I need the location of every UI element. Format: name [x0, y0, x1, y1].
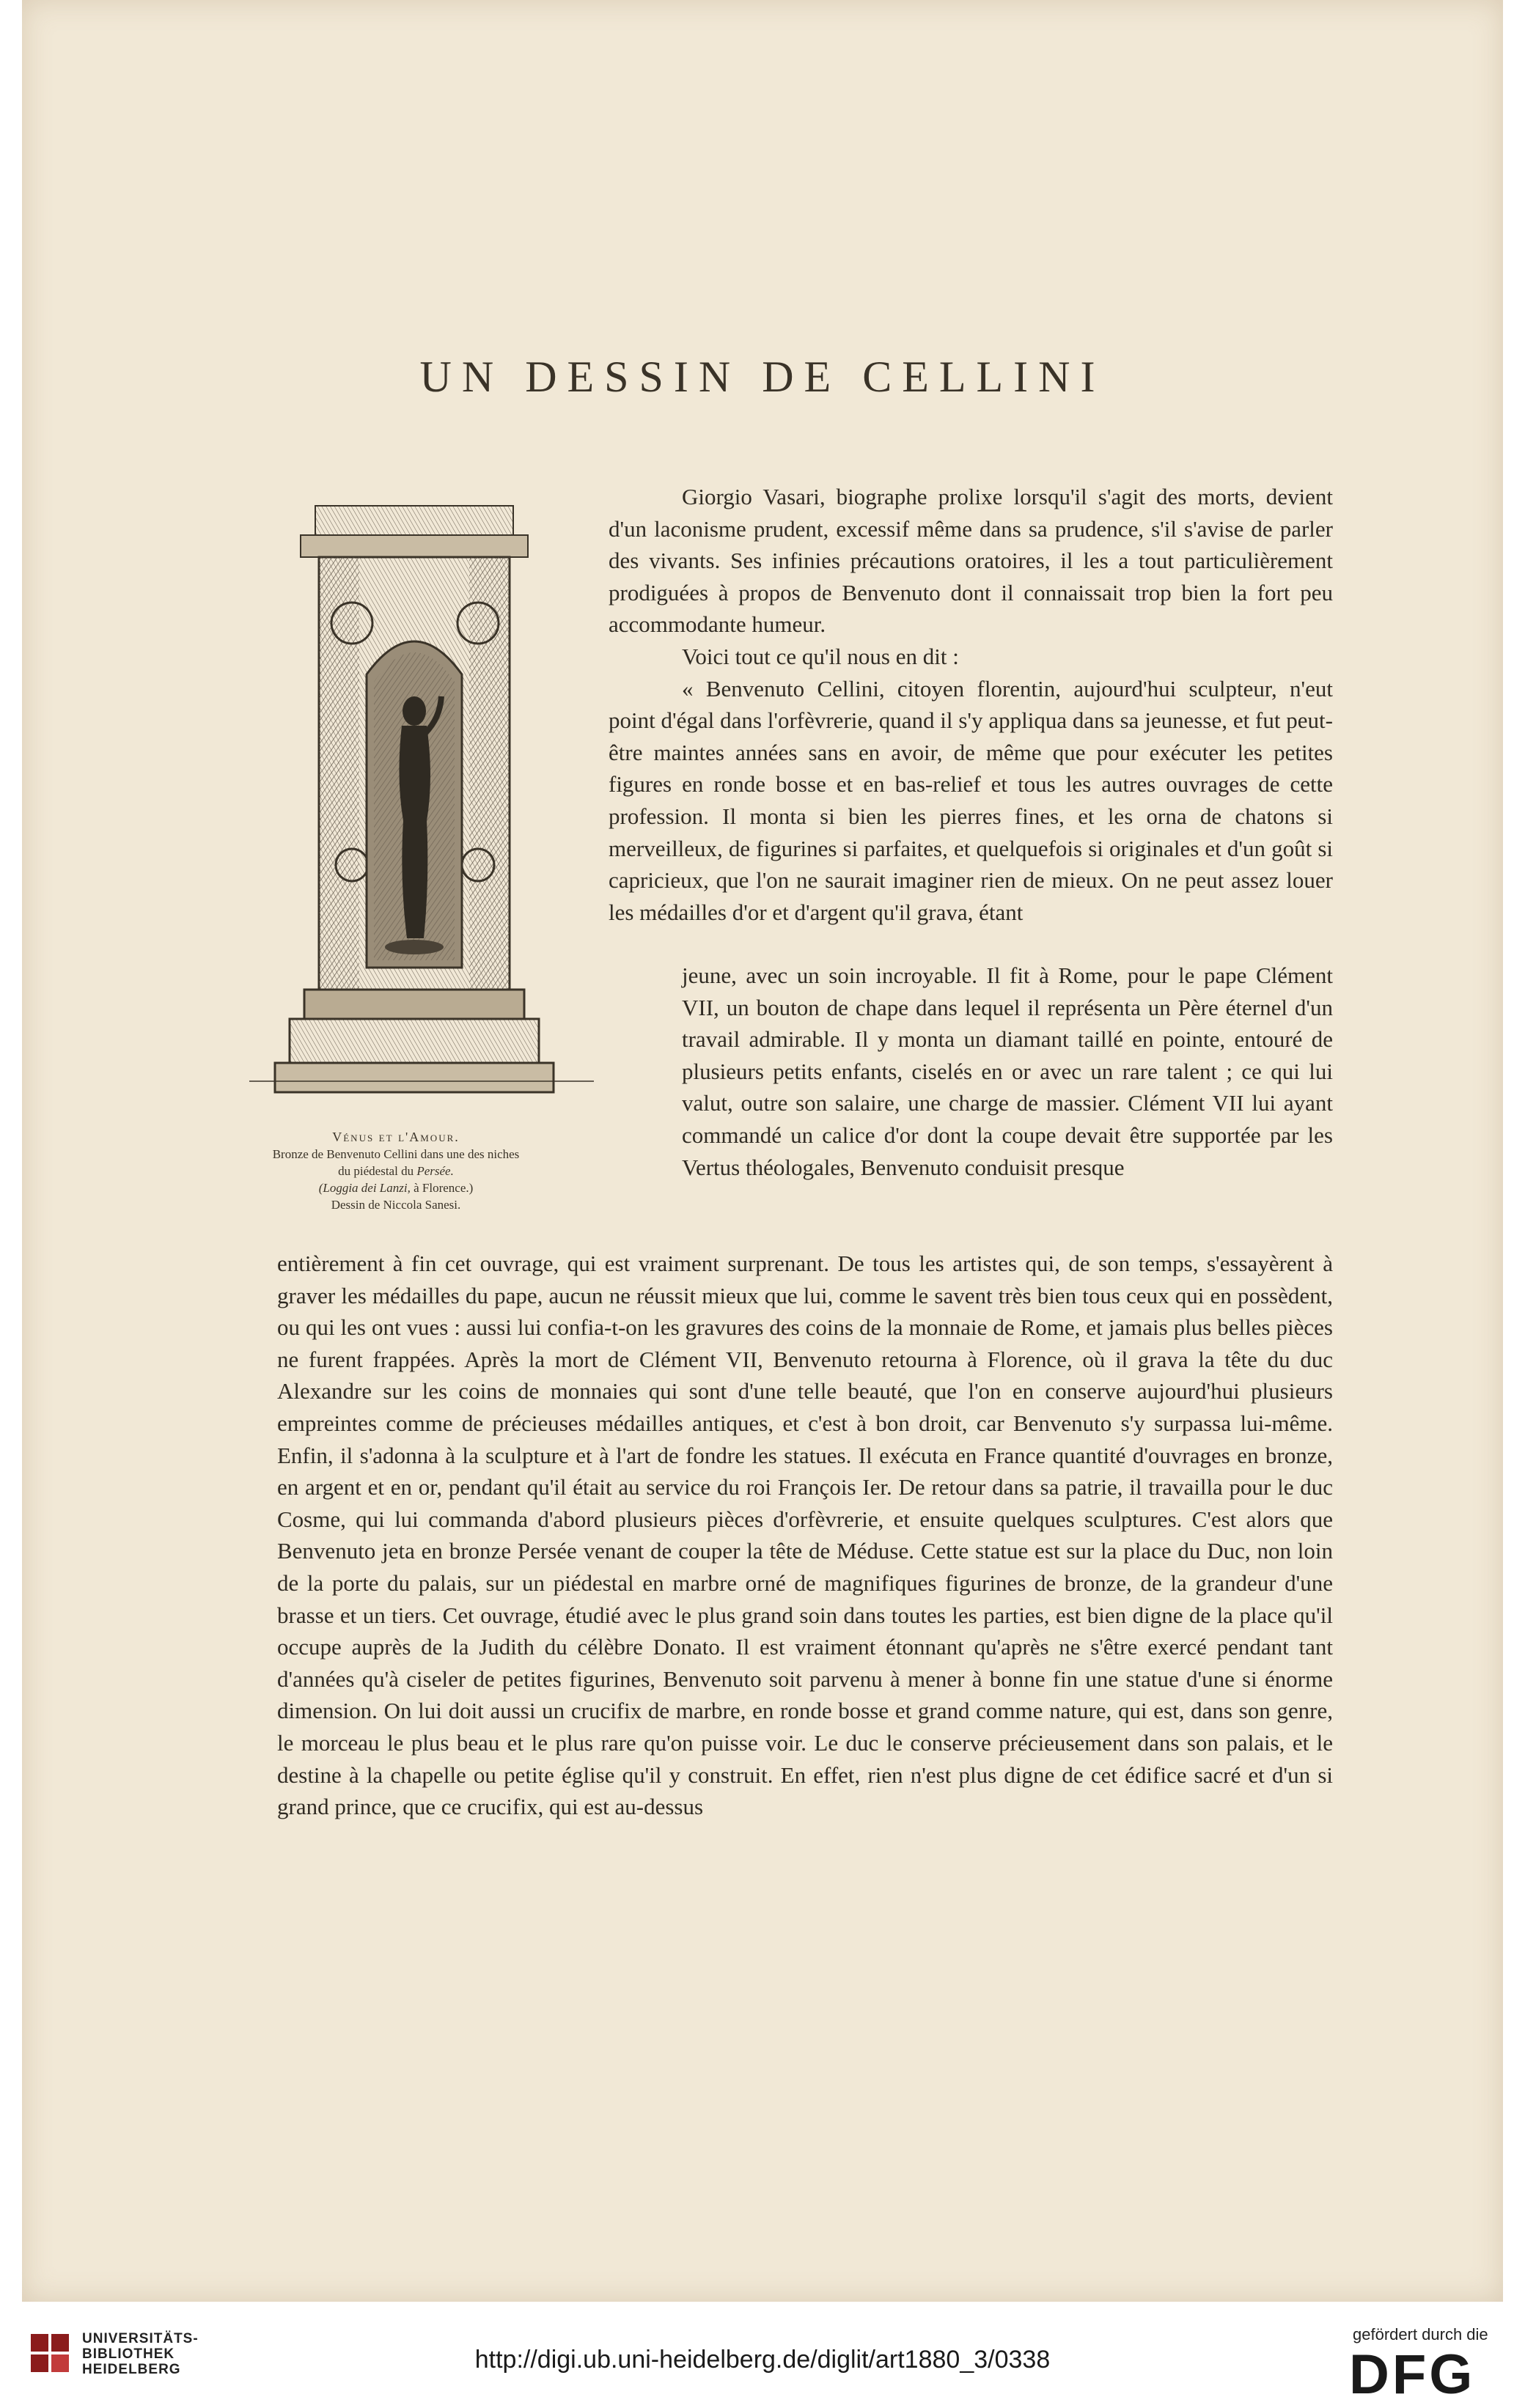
figure-caption — [242, 1129, 550, 1213]
caption-line — [242, 1163, 550, 1179]
paragraph-continued: jeune, avec un soin incroyable. Il fit à Rome, pour le pape Clément VII, un bouton de chape dans lequel il représenta un Père éternel d'un travail admirable. Il y monta un diamant taillé en pointe, entouré de plusieurs petits enfants, ciselés en or avec un rare talent ; ce qui lui valut, outre son salaire, une charge de massier. Clément VII lui ayant commandé un calice d'or dont la coupe devait être supportée par les Vertus théologales, Benvenuto conduisit presque — [682, 962, 1333, 1180]
article-title: UN DESSIN DE CELLINI — [419, 353, 1106, 401]
caption-emphasis: (Loggia dei Lanzi, — [318, 1181, 411, 1195]
paragraph: « Benvenuto Cellini, citoyen florentin, aujourd'hui sculpteur, n'eut point d'égal dans l'orfèvrerie, quand il s'y appliqua dans sa jeunesse, et fut peut-être maintes années sans en avoir, de même que pour exécuter les petites figures en ronde bosse et en bas-relief et tous les autres ouvrages de cette profession. Il monta si bien les pierres fines, et les orna de chatons si merveilleux, de figurines si parfaites, et quelquefois si originales et d'un goût si capricieux, que l'on ne saurait imaginer rien de mieux. On ne peut assez louer les médailles d'or et d'argent qu'il grava, étant — [609, 675, 1333, 925]
engraving-figure — [249, 498, 594, 1125]
paragraph: Voici tout ce qu'il nous en dit : — [682, 643, 959, 669]
caption-emphasis: Persée. — [416, 1164, 454, 1178]
scanned-page — [22, 0, 1503, 2302]
caption-title: Vénus et l'Amour. — [332, 1130, 460, 1144]
library-name[interactable] — [82, 2331, 199, 2377]
text-column-full — [277, 1248, 1333, 1823]
library-name-line: UNIVERSITÄTS- — [82, 2331, 199, 2346]
paragraph: Giorgio Vasari, biographe prolixe lorsqu'il s'agit des morts, devient d'un laconisme prudent, excessif même dans sa prudence, s'il s'avise de parler des vivants. Ses infinies précautions oratoires, il les a tout particulièrement prodiguées à propos de Benvenuto dont il connaissait trop bien la fort peu accommodante humeur. — [609, 484, 1333, 638]
funding-label: gefördert durch die — [1353, 2325, 1488, 2343]
paragraph-continued: entièrement à fin cet ouvrage, qui est vraiment surprenant. De tous les artistes qui, de son temps, s'essayèrent à graver les médailles du pape, aucun ne réussit mieux que lui, comme le savent très bien tous ceux qui en possèdent, ou qui les ont vues : aussi lui confia-t-on les gravures des coins de la monnaie de Rome, et jamais plus belles pièces ne furent frappées. Après la mort de Clément VII, Benvenuto retourna à Florence, où il grava la tête du duc Alexandre sur les coins de monnaies qui sont d'une telle beauté, que l'on en conserve aujourd'hui plusieurs empreintes comme de précieuses médailles antiques, et c'est à bon droit, car Benvenuto s'y surpassa lui-même. Enfin, il s'adonna à la sculpture et à l'art de fondre les statues. Il exécuta en France quantité d'ouvrages en bronze, en argent et en or, pendant qu'il était au service du roi François Ier. De retour dans sa patrie, il travailla pour le duc Cosme, qui lui commanda d'abord plusieurs pièces d'orfèvrerie, et ensuite quelques sculptures. C'est alors que Benvenuto jeta en bronze Persée venant de couper la tête de Méduse. Cette statue est sur la place du Duc, non loin de la porte du palais, sur un piédestal en marbre orné de magnifiques figurines de bronze, de la grandeur d'une brasse et un tiers. Cet ouvrage, étudié avec le plus grand soin dans toutes les parties, est bien digne de la place qu'il occupe auprès de la Judith du célèbre Donato. Il est vraiment étonnant qu'après ne s'être exercé pendant tant d'années qu'à ciseler de petites figurines, Benvenuto soit parvenu à mener à bonne fin une statue d'une si énorme dimension. On lui doit aussi un crucifix de marbre, en ronde bosse et grand comme nature, qui est, dans son genre, le morceau le plus beau et le plus rare qu'on puisse voir. Le duc le conserve précieusement dans son palais, et le destine à la chapelle ou petite église qu'il y construit. En effet, rien n'est plus digne de cet édifice sacré et d'un si grand prince, que ce crucifix, qui est au-dessus — [277, 1251, 1333, 1820]
library-name-line: HEIDELBERG — [82, 2362, 181, 2377]
text-column-upper — [609, 481, 1333, 928]
text-column-middle — [682, 960, 1333, 1183]
venus-amour-pedestal-engraving — [249, 498, 594, 1125]
caption-line — [242, 1179, 550, 1196]
university-library-logo-icon — [29, 2332, 70, 2374]
caption-line: Bronze de Benvenuto Cellini dans une des niches — [272, 1147, 520, 1161]
dfg-logo[interactable]: DFG — [1349, 2343, 1476, 2406]
caption-credit: Dessin de Niccola Sanesi. — [331, 1198, 461, 1212]
caption-text: à Florence.) — [410, 1181, 474, 1195]
library-name-line: BIBLIOTHEK — [82, 2346, 175, 2362]
caption-text: du piédestal du — [338, 1164, 417, 1178]
source-url-link[interactable]: http://digi.ub.uni-heidelberg.de/diglit/art1880_3/0338 — [474, 2346, 1051, 2374]
